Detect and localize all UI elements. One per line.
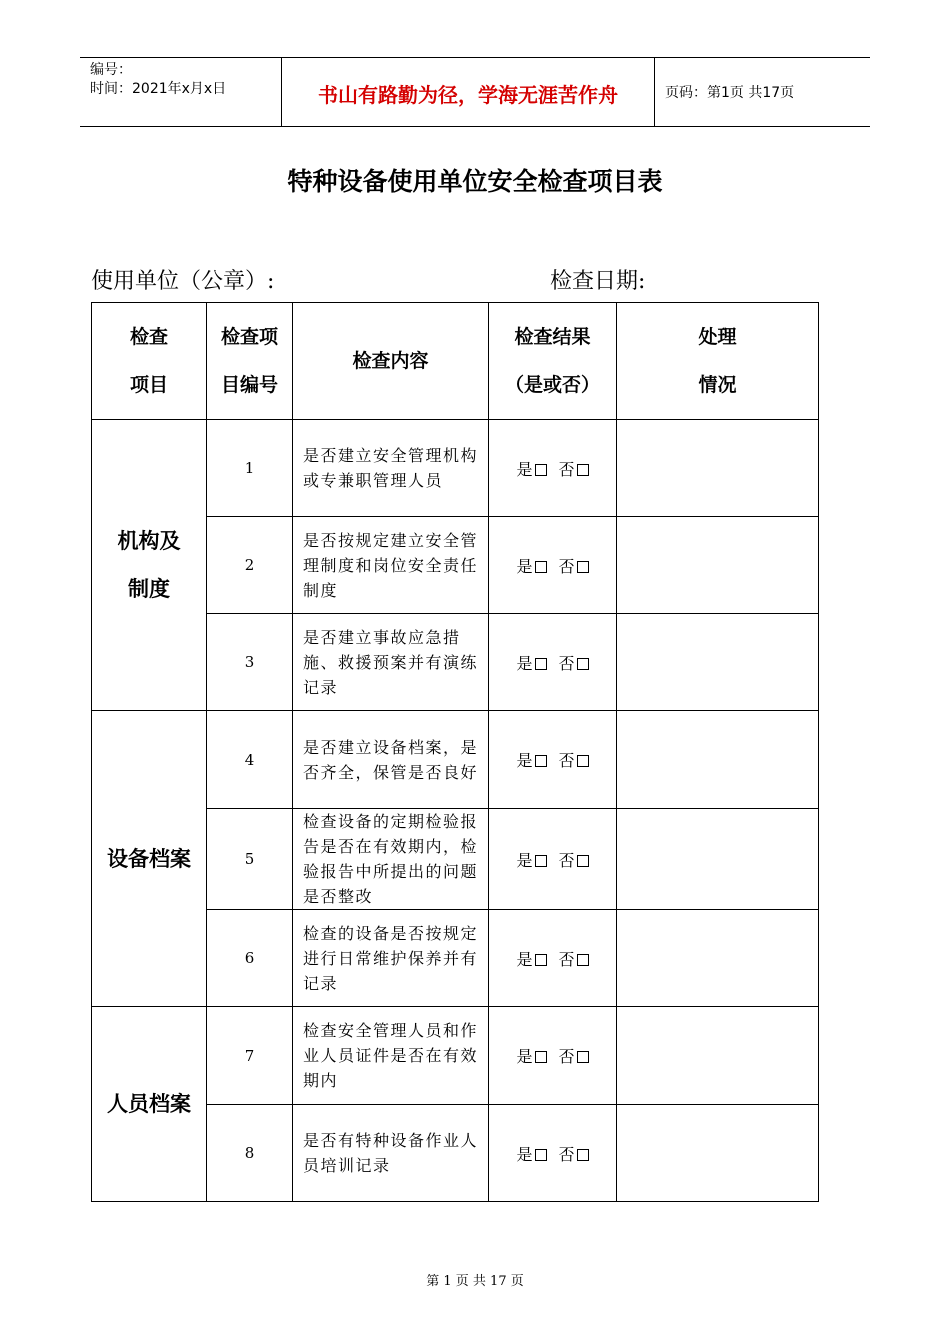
result-cell: 是 否 [489,517,617,614]
yes-checkbox[interactable] [535,1149,547,1161]
yes-checkbox[interactable] [535,561,547,573]
handling-cell[interactable] [617,420,819,517]
yes-checkbox[interactable] [535,464,547,476]
item-content: 检查的设备是否按规定进行日常维护保养并有记录 [293,910,489,1007]
inspection-date-label: 检查日期: [550,269,646,294]
table-header-row [92,303,819,420]
header-content: 检查内容 [293,303,489,420]
handling-cell[interactable] [617,614,819,711]
document-time-label: 时间：2021年x月x日 [90,81,227,97]
result-cell: 是 否 [489,711,617,809]
header-page-number: 页码：第1页 共17页 [665,85,795,101]
item-number: 2 [207,517,293,614]
table-row [92,1007,819,1105]
inspection-table [91,302,819,1202]
yes-checkbox[interactable] [535,1051,547,1063]
item-number: 5 [207,809,293,910]
category-cell: 设备档案 [92,711,207,1007]
category-cell: 人员档案 [92,1007,207,1202]
category-cell: 机构及 制度 [92,420,207,711]
header-meta [80,58,282,126]
no-checkbox[interactable] [577,1149,589,1161]
yes-checkbox[interactable] [535,855,547,867]
document-number-label: 编号： [90,62,132,78]
item-number: 8 [207,1105,293,1202]
handling-cell[interactable] [617,910,819,1007]
header-motto: 书山有路勤为径，学海无涯苦作舟 [282,58,655,126]
document-title: 特种设备使用单位安全检查项目表 [287,167,663,196]
result-cell: 是 否 [489,1007,617,1105]
item-content: 检查安全管理人员和作业人员证件是否在有效期内 [293,1007,489,1105]
no-checkbox[interactable] [577,658,589,670]
item-content: 是否建立安全管理机构或专兼职管理人员 [293,420,489,517]
yes-checkbox[interactable] [535,954,547,966]
no-checkbox[interactable] [577,464,589,476]
result-cell: 是 否 [489,420,617,517]
page-header [80,57,870,127]
no-checkbox[interactable] [577,855,589,867]
header-item-number: 检查项 目编号 [207,303,293,420]
table-row [92,420,819,517]
item-content: 是否按规定建立安全管理制度和岗位安全责任制度 [293,517,489,614]
no-checkbox[interactable] [577,1051,589,1063]
item-content: 是否建立设备档案，是否齐全，保管是否良好 [293,711,489,809]
handling-cell[interactable] [617,711,819,809]
item-content: 检查设备的定期检验报告是否在有效期内，检验报告中所提出的问题是否整改 [293,809,489,910]
page-footer: 第 1 页 共 17 页 [426,1274,524,1289]
yes-checkbox[interactable] [535,755,547,767]
unit-label: 使用单位（公章）: [91,269,275,294]
yes-checkbox[interactable] [535,658,547,670]
no-checkbox[interactable] [577,561,589,573]
header-category: 检查 项目 [92,303,207,420]
handling-cell[interactable] [617,1105,819,1202]
item-content: 是否有特种设备作业人员培训记录 [293,1105,489,1202]
result-cell: 是 否 [489,910,617,1007]
item-content: 是否建立事故应急措施、救援预案并有演练记录 [293,614,489,711]
item-number: 6 [207,910,293,1007]
no-checkbox[interactable] [577,954,589,966]
item-number: 4 [207,711,293,809]
item-number: 7 [207,1007,293,1105]
handling-cell[interactable] [617,1007,819,1105]
no-checkbox[interactable] [577,755,589,767]
item-number: 3 [207,614,293,711]
table-row [92,711,819,809]
handling-cell[interactable] [617,517,819,614]
handling-cell[interactable] [617,809,819,910]
result-cell: 是 否 [489,614,617,711]
item-number: 1 [207,420,293,517]
result-cell: 是 否 [489,1105,617,1202]
header-handling: 处理 情况 [617,303,819,420]
header-result: 检查结果 （是或否） [489,303,617,420]
result-cell: 是 否 [489,809,617,910]
